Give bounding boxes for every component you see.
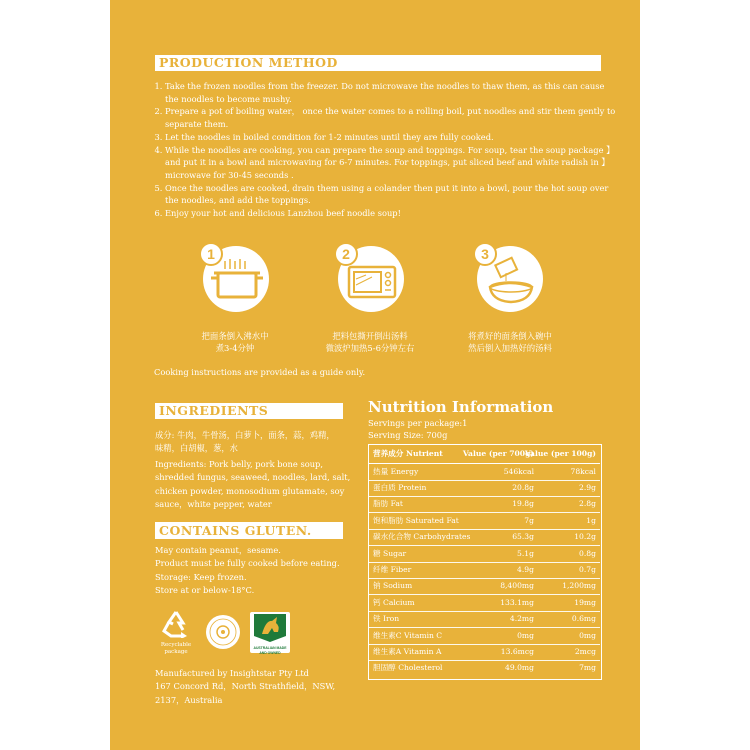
table-row (369, 480, 600, 496)
table-row (369, 660, 600, 676)
step-3: 3. Let the noodles in boiled condition for 1-2 minutes until they are fully cooked. (165, 131, 620, 144)
pot-icon (198, 241, 270, 313)
value-per-100g: 2.8g (579, 499, 596, 509)
value-per-100g: 10.2g (574, 532, 596, 542)
storage-note: Storage: Keep frozen. (155, 571, 247, 582)
step-3-caption-line-2: 然后倒入加热好的汤料 (468, 343, 552, 353)
production-method-heading: PRODUCTION METHOD (159, 55, 338, 70)
value-per-serving: 49.0mg (505, 663, 534, 673)
ingredients-heading: INGREDIENTS (159, 403, 269, 418)
nutrient-name: 糖 Sugar (373, 548, 407, 558)
value-per-100g: 0.8g (579, 548, 596, 558)
value-per-serving: 0mg (517, 630, 534, 640)
servings-info (368, 417, 467, 441)
step-4: 4. While the noodles are cooking, you can prepare the soup and toppings. For soup, tear the soup package 】 and put it in a bowl and microwaving for 6-7 minutes. For toppings, put sliced beef and white radish in 】 microwave for 30-45 seconds . (165, 144, 620, 182)
table-row (369, 644, 600, 660)
value-per-serving: 546kcal (503, 466, 534, 476)
nutrient-name: 碳水化合物 Carbohydrates (373, 532, 471, 542)
step-3-caption-line-1: 将煮好的面条倒入碗中 (468, 331, 552, 341)
table-row (369, 628, 600, 644)
manufacturer-address-1: 167 Concord Rd，North Strathfield，NSW, (155, 681, 336, 692)
nutrient-name: 纤维 Fiber (373, 565, 412, 574)
step-2-caption-line-1: 把料包撕开倒出汤料 (332, 331, 408, 341)
nutrient-name: 钙 Calcium (373, 597, 415, 607)
value-per-serving: 8,400mg (500, 581, 534, 591)
nutrient-name: 热量 Energy (373, 466, 419, 476)
per-serving-column-header: Value (per 700g) (462, 449, 534, 458)
value-per-serving: 5.1g (517, 548, 534, 558)
step-1-caption-line-2: 煮3-4分钟 (215, 343, 255, 353)
step-number-2: 2 (342, 246, 350, 262)
step-1: 1. Take the frozen noodles from the freezer. Do not microwave the noodles to thaw them, as this can cause the noodles to become mushy. (165, 80, 620, 105)
value-per-100g: 0.7g (579, 565, 596, 574)
ingredients-bar (155, 403, 343, 419)
step-2-caption-line-2: 微波炉加热5-6分钟左右 (325, 343, 415, 353)
recyclable-label-line-1: Recyclable (160, 642, 192, 648)
servings-per-package: Servings per package:1 (368, 418, 468, 428)
storage-temperature: Store at or below-18°C. (155, 585, 255, 596)
value-per-100g: 19mg (574, 597, 596, 607)
step-5: 5. Once the noodles are cooked, drain them using a colander then put it into a bowl, pour the hot soup over the noodles, and add the toppings. (165, 182, 620, 207)
recycle-icon (161, 610, 191, 638)
cooking-warning: Product must be fully cooked before eating. (155, 558, 340, 569)
aus-made-line-2: AND OWNED (259, 650, 281, 655)
bowl-icon (472, 241, 544, 313)
serving-size: Serving Size: 700g (368, 430, 448, 440)
value-per-serving: 13.6mcg (500, 647, 534, 656)
australian-made-badge (250, 612, 290, 653)
table-row (369, 611, 600, 627)
cooking-note: Cooking instructions are provided as a guide only. (154, 367, 366, 377)
table-row (369, 562, 600, 578)
nutrition-header-row (369, 446, 600, 462)
manufacturer-info (155, 667, 335, 707)
value-per-serving: 19.8g (512, 499, 534, 509)
gluten-heading: CONTAINS GLUTEN. (159, 523, 312, 538)
production-steps (153, 80, 620, 220)
value-per-100g: 0.6mg (571, 614, 596, 624)
table-row (369, 546, 600, 562)
value-per-100g: 2mcg (574, 647, 596, 656)
value-per-100g: 0mg (579, 630, 596, 640)
nutrition-table (368, 444, 602, 680)
nutrient-name: 维生素A Vitamin A (373, 647, 442, 656)
gluten-notes (155, 544, 340, 598)
value-per-serving: 133.1mg (500, 597, 534, 607)
ingredients-english (155, 458, 350, 512)
allergen-note: May contain peanut，sesame. (155, 545, 281, 555)
per-100g-column-header: Value (per 100g) (524, 449, 596, 458)
manufacturer-name: Manufactured by Insightstar Pty Ltd (155, 668, 309, 678)
ingredients-chinese-line-1: 成分: 牛肉，牛骨汤，白萝卜，面条，蒜，鸡精， (155, 430, 335, 440)
value-per-serving: 65.3g (512, 532, 534, 542)
step-1-caption (170, 330, 300, 354)
kangaroo-icon (250, 612, 290, 642)
manufacturer-address-2: 2137，Australia (155, 694, 223, 705)
aus-made-line-1: AUSTRALIAN MADE (253, 646, 287, 650)
step-6: 6. Enjoy your hot and delicious Lanzhou beef noodle soup! (165, 207, 620, 220)
recyclable-badge (154, 610, 198, 656)
table-row (369, 464, 600, 480)
value-per-100g: 1,200mg (562, 581, 596, 591)
nutrient-name: 维生素C Vitamin C (373, 630, 443, 640)
nutrient-name: 脂肪 Fat (373, 499, 403, 509)
nutrient-name: 饱和脂肪 Saturated Fat (373, 515, 459, 525)
step-2: 2. Prepare a pot of boiling water， once the water comes to a rolling boil, put noodles and stir them gently to separate them. (165, 105, 620, 130)
nutrient-column-header: 营养成分 Nutrient (373, 449, 443, 458)
nutrient-name: 钠 Sodium (373, 581, 413, 591)
step-number-3: 3 (481, 246, 489, 262)
production-method-bar (155, 55, 601, 71)
nutrient-name: 胆固醇 Cholesterol (373, 663, 443, 673)
table-row (369, 529, 600, 545)
table-row (369, 513, 600, 529)
value-per-serving: 4.2mg (509, 614, 534, 624)
ingredients-chinese (155, 429, 335, 456)
ingredients-line-1: Ingredients: Pork belly, pork bone soup, (155, 459, 323, 469)
value-per-serving: 7g (524, 515, 534, 525)
table-row (369, 595, 600, 611)
step-3-caption (445, 330, 575, 354)
value-per-100g: 78kcal (570, 466, 596, 476)
value-per-100g: 1g (586, 515, 596, 525)
recyclable-label-line-2: package (164, 649, 188, 655)
nutrient-name: 蛋白质 Protein (373, 483, 427, 492)
microwave-icon (333, 241, 405, 313)
step-2-caption (305, 330, 435, 354)
ingredients-line-3: chicken powder, monosodium glutamate, soy (155, 485, 345, 496)
nutrient-name: 铁 Iron (373, 614, 400, 624)
value-per-serving: 20.8g (512, 483, 534, 492)
gluten-bar (155, 522, 343, 539)
value-per-serving: 4.9g (517, 565, 534, 574)
value-per-100g: 2.9g (579, 483, 596, 492)
ingredients-line-2: shredded fungus, seaweed, noodles, lard, salt, (155, 472, 351, 483)
ingredients-chinese-line-2: 味精，白胡椒，葱，水 (155, 443, 238, 454)
table-row (369, 496, 600, 512)
nutrition-title: Nutrition Information (368, 398, 554, 416)
ingredients-line-4: sauce，white pepper, water (155, 499, 272, 510)
table-row (369, 578, 600, 594)
certification-seal-icon (205, 614, 241, 650)
package-panel (110, 0, 640, 750)
step-number-1: 1 (207, 246, 215, 262)
step-1-caption-line-1: 把面条倒入沸水中 (201, 331, 269, 341)
value-per-100g: 7mg (579, 663, 596, 673)
